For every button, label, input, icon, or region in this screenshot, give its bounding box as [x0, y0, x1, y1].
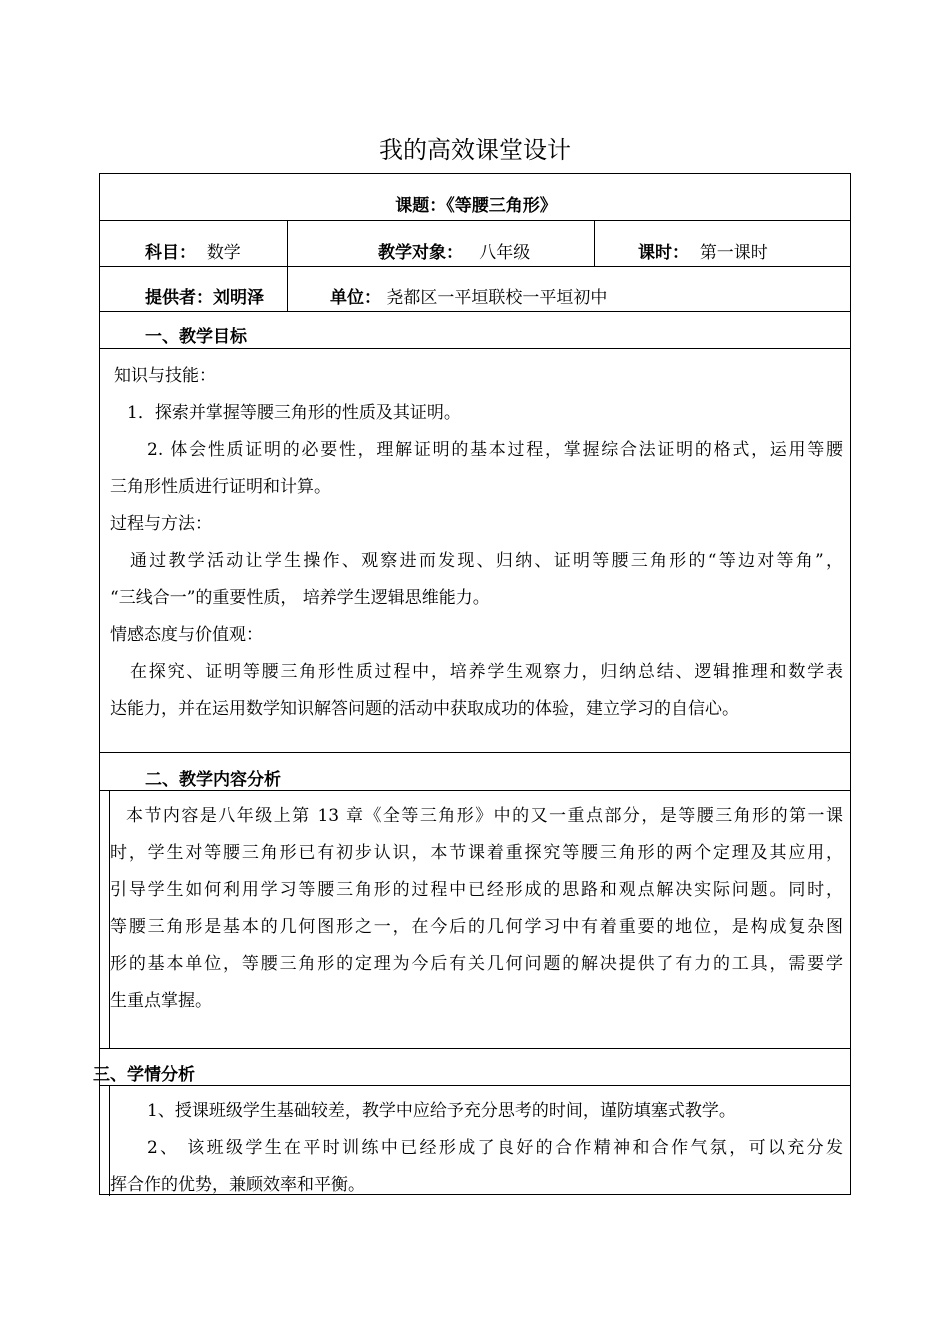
subject-value: 数学 — [206, 243, 241, 263]
content-analysis-body — [110, 798, 843, 1020]
subject-label: 科目： — [145, 243, 196, 263]
period-value: 第一课时 — [699, 243, 768, 263]
unit-cell — [330, 286, 607, 310]
provider-name: 提供者：刘明泽 — [145, 288, 264, 308]
unit-value: 尧都区一平垣联校一平垣初中 — [386, 288, 608, 308]
text-line: 三角形性质进行证明和计算。 — [110, 477, 331, 497]
section-heading-learner-analysis: 三、学情分析 — [93, 1065, 195, 1085]
text-line: 2. 体会性质证明的必要性，理解证明的基本过程，掌握综合法证明的格式，运用等腰 — [147, 440, 843, 460]
row-divider — [100, 1085, 850, 1086]
row-divider — [100, 266, 850, 267]
column-divider — [287, 220, 288, 311]
text-line: 引导学生如何利用学习等腰三角形的过程中已经形成的思路和观点解决实际问题。同时， — [110, 880, 843, 900]
text-line: 达能力，并在运用数学知识解答问题的活动中获取成功的体验，建立学习的自信心。 — [110, 699, 739, 719]
learner-analysis-body — [110, 1093, 843, 1204]
topic-title: 课题：《等腰三角形》 — [395, 196, 557, 216]
text-line: “三线合一”的重要性质， 培养学生逻辑思维能力。 — [110, 588, 490, 608]
text-line: 通过教学活动让学生操作、观察进而发现、归纳、证明等腰三角形的“等边对等角”， — [130, 551, 843, 571]
row-divider — [100, 752, 850, 753]
row-divider — [100, 1048, 850, 1049]
text-line: 2、 该班级学生在平时训练中已经形成了良好的合作精神和合作气氛，可以充分发 — [147, 1138, 843, 1158]
column-divider — [594, 220, 595, 266]
objectives-body — [110, 358, 843, 728]
text-line: 时，学生对等腰三角形已有初步认识，本节课着重探究等腰三角形的两个定理及其应用， — [110, 843, 843, 863]
text-line: 生重点掌握。 — [110, 991, 212, 1011]
text-line: 等腰三角形是基本的几何图形之一，在今后的几何学习中有着重要的地位，是构成复杂图 — [110, 917, 843, 937]
page-title: 我的高效课堂设计 — [379, 136, 571, 164]
text-line: 过程与方法： — [110, 514, 212, 534]
text-line: 1．探索并掌握等腰三角形的性质及其证明。 — [127, 403, 461, 423]
text-line: 挥合作的优势，兼顾效率和平衡。 — [110, 1175, 365, 1195]
text-line: 形的基本单位，等腰三角形的定理为今后有关几何问题的解决提供了有力的工具，需要学 — [110, 954, 843, 974]
period-cell — [638, 241, 768, 265]
subject-cell — [145, 241, 241, 265]
text-line: 知识与技能： — [114, 366, 216, 386]
text-line: 在探究、证明等腰三角形性质过程中，培养学生观察力，归纳总结、逻辑推理和数学表 — [130, 662, 843, 682]
row-divider — [100, 220, 850, 221]
text-line: 本节内容是八年级上第 13 章《全等三角形》中的又一重点部分，是等腰三角形的第一课 — [126, 806, 843, 826]
audience-value: 八年级 — [479, 243, 531, 263]
audience-label: 教学对象： — [378, 243, 463, 263]
period-label: 课时： — [638, 243, 689, 263]
row-divider — [100, 311, 850, 312]
text-line: 1、授课班级学生基础较差，教学中应给予充分思考的时间，谨防填塞式教学。 — [147, 1101, 736, 1121]
text-line: 情感态度与价值观： — [110, 625, 263, 645]
audience-cell — [378, 241, 530, 265]
lesson-table — [93, 173, 851, 1195]
unit-label: 单位： — [330, 288, 381, 308]
section-heading-objectives: 一、教学目标 — [145, 327, 247, 347]
section-heading-content-analysis: 二、教学内容分析 — [145, 770, 281, 790]
